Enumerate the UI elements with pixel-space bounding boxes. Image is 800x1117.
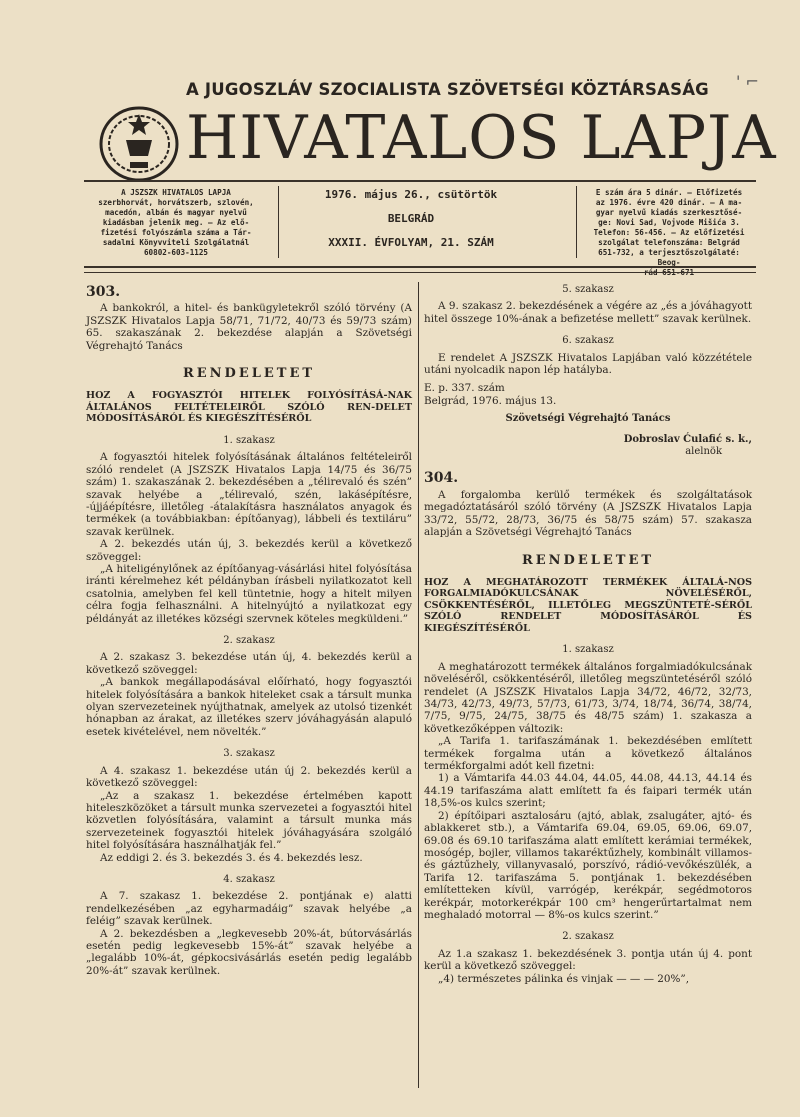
section-title: 2. szakasz bbox=[223, 635, 275, 647]
signer-name: Dobroslav Ćulafić s. k., bbox=[623, 433, 752, 445]
paragraph: Az 1.a szakasz 1. bekezdésének 3. pontja után új 4. pont kerül a következő szöveggel: bbox=[424, 947, 752, 973]
right-column bbox=[424, 284, 752, 985]
header-rule-top bbox=[84, 180, 756, 182]
paragraph: A 9. szakasz 2. bekezdésének a végére az „és a jóváhagyott hitel összege 10%-ának a befizetése mellett” szavak kerülnek. bbox=[424, 300, 752, 325]
header-left-line: sadalmi Könyvviteli Szolgálatnál bbox=[102, 238, 250, 247]
header-left-line: kiadásban jelenik meg. — Az elő- bbox=[102, 218, 250, 227]
header-right-line: az 1976. évre 420 dinár. — A ma- bbox=[595, 198, 743, 207]
paragraph: A fogyasztói hitelek folyósításának általános feltételeiről szóló rendelet (A JSZSZK Hivatalos Lapja 14/75 és 36/75 szám) 1. szakaszának 2. bekezdésében a „télirevaló és szén” szavak helyébe a „télirevaló, szén, lakásépítésre, -újjáépítésre, illetőleg -átalakításra használatos anyagok és termékek (a továbbiakban: építőanyag), lábbeli és textiláru” szavak kerülnek. bbox=[86, 451, 412, 538]
header-divider bbox=[576, 186, 577, 258]
paragraph: „A hiteligénylőnek az építőanyag-vásárlási hitel folyósítása iránti kérelmehez két példányban írásbeli nyilatkozatot kell csatolnia, amelyben fel kell tüntetnie, hogy a hitelt milyen célra fogja felhasználni. A hitelnyújtó a nyilatkozat egy példányát az illetékes községi szervnek köteles megküldeni.” bbox=[86, 563, 412, 625]
paragraph: A 2. szakasz 3. bekezdése után új, 4. bekezdés kerül a következő szöveggel: bbox=[86, 651, 412, 676]
header-right-line: E szám ára 5 dinár. — Előfizetés bbox=[595, 188, 743, 197]
masthead-title: HIVATALOS LAPJA bbox=[186, 103, 777, 173]
paragraph: „A bankok megállapodásával előírható, hogy fogyasztói hitelek folyósítására a bankok hiteleket csak a társult munka olyan szervezeteinek nyújthatnak, amelyek az utolsó tizenkét hónapban az árakat, az illetékes szerv jóváhagyásán alapuló esetek kivételével, nem növelték.” bbox=[86, 676, 412, 738]
paragraph: „A Tarifa 1. tarifaszámának 1. bekezdésében említett termékek forgalma után a következő általános termékforgalmi adót kell fizetni: bbox=[424, 735, 752, 773]
section-title: 5. szakasz bbox=[562, 284, 614, 295]
header-right-line: gyar nyelvű kiadás szerkesztősé- bbox=[595, 208, 743, 217]
paragraph: A 2. bekezdésben a „legkevesebb 20%-át, bútorvásárlás esetén pedig legkevesebb 15%-át” szavak helyébe a „legalább 10%-át, gépkocsivásárlás esetén pedig legalább 20%-át” szavak kerülnek. bbox=[86, 927, 412, 977]
section-title: 3. szakasz bbox=[223, 748, 275, 760]
masthead-supertitle: A JUGOSZLÁV SZOCIALISTA SZÖVETSÉGI KÖZTÁRSASÁG bbox=[186, 80, 709, 99]
signer-role: alelnök bbox=[685, 446, 722, 458]
header-right-line: Telefon: 56-456. — Az előfizetési bbox=[593, 228, 745, 237]
issue-info bbox=[286, 188, 536, 260]
paragraph: A 4. szakasz 1. bekezdése után új 2. bekezdés kerül a következő szöveggel: bbox=[86, 764, 412, 790]
section-title: 4. szakasz bbox=[223, 873, 275, 885]
paragraph: 2) építőipari asztalosáru (ajtó, ablak, zsalugáter, ajtó- és ablakkeret stb.), a Vámtarifa 69.04, 69.05, 69.06, 69.07, 69.08 és 69.10 tarifaszáma alatt említett kerámiai termékek, mosógép, bojler, villamos takaréktűzhely, kombinált villamos- és gáztűzhely, villanyvasaló, porszívó, rádió-vevőkészülék, a Tarifa 12. tarifaszáma 5. pontjának 1. bekezdésében említetteken kívül, varrógép, kerékpár, segédmotoros kerékpár, motorkerékpár 100 cm³ hengerűrtartalmat nem meghaladó motorral — 8%-os kulcs szerint.” bbox=[424, 809, 752, 921]
corner-mark: ' ⌐ bbox=[736, 72, 759, 91]
section-title: 1. szakasz bbox=[562, 644, 614, 656]
header-right-line: szolgálat telefonszáma: Belgrád bbox=[598, 238, 740, 247]
paragraph: „4) természetes pálinka és vinjak — — — 20%”, bbox=[438, 972, 690, 985]
header-left-line: szerbhorvát, horvátszerb, szlovén, bbox=[98, 198, 254, 207]
price-info bbox=[586, 188, 752, 278]
paragraph: Az eddigi 2. és 3. bekezdés 3. és 4. bekezdés lesz. bbox=[100, 851, 363, 864]
header-left-line: macedón, albán és magyar nyelvű bbox=[105, 208, 247, 217]
decree-subtitle: HOZ A MEGHATÁROZOTT TERMÉKEK ÁLTALÁ-NOS FORGALMIADÓKULCSÁNAK NÖVELÉSÉRŐL, CSÖKKENTÉSÉRŐL, ILLETŐLEG MEGSZÜNTETÉ-SÉRŐL SZÓLÓ RENDELET MÓDOSÍTÁSÁRÓL ÉS KIEGÉSZÍTÉSÉRŐL bbox=[424, 576, 752, 634]
reference-number: E. p. 337. szám bbox=[424, 382, 505, 395]
header-right-line: ge: Novi Sad, Vojvode Mišića 3. bbox=[598, 218, 740, 227]
header-right-line: rád 651-671 bbox=[643, 268, 695, 277]
issue-place: BELGRÁD bbox=[387, 212, 435, 225]
header-rule-bottom bbox=[84, 266, 756, 268]
reference-date: Belgrád, 1976. május 13. bbox=[424, 394, 557, 407]
paragraph: A meghatározott termékek általános forgalmiadókulcsának növeléséről, csökkentéséről, illetőleg megszüntetéséről szóló rendelet (A JSZSZK Hivatalos Lapja 34/72, 46/72, 32/73, 34/73, 42/73, 49/73, 57/73, 61/73, 3/74, 18/74, 36/74, 38/74, 7/75, 9/75, 24/75, 38/75 és 48/75 szám) 1. szakasza a következőképpen változik: bbox=[424, 660, 752, 735]
section-title: 6. szakasz bbox=[562, 335, 614, 347]
doc-number: 303. bbox=[86, 284, 121, 300]
header-left-line: A JSZSZK HIVATALOS LAPJA bbox=[121, 188, 231, 197]
issue-number: XXXII. ÉVFOLYAM, 21. SZÁM bbox=[328, 236, 494, 249]
decree-subtitle: HOZ A FOGYASZTÓI HITELEK FOLYÓSÍTÁSÁ-NAK ÁLTALÁNOS FELTÉTELEIRŐL SZÓLÓ REN-DELET MÓDOSÍTÁSÁRÓL ÉS KIEGÉSZÍTÉSÉRŐL bbox=[86, 390, 412, 425]
paragraph: „Az a szakasz 1. bekezdése értelmében kapott hiteleszközöket a társult munka szervezetei a fogyasztói hitel közvetlen folyósítására, valamint a társult munka más szervezeteinek fogyasztói hitelek jóváhagyására szolgáló hitel folyósítására használhatják fel.” bbox=[86, 789, 412, 852]
paragraph: A 2. bekezdés után új, 3. bekezdés kerül a következő szöveggel: bbox=[86, 538, 412, 563]
header-divider bbox=[278, 186, 279, 258]
doc-number: 304. bbox=[424, 470, 459, 487]
issue-date: 1976. május 26., csütörtök bbox=[324, 188, 498, 201]
header-rule-bottom-thin bbox=[84, 272, 756, 273]
column-divider bbox=[418, 282, 419, 1088]
coat-of-arms-icon bbox=[96, 100, 182, 184]
preamble: A forgalomba kerülő termékek és szolgáltatások megadóztatásáról szóló törvény (A JSZSZK Hivatalos Lapja 33/72, 55/72, 28/73, 36/75 és 58/75 szám) 57. szakasza alapján a Szövetségi Végrehajtó Tanács bbox=[424, 488, 752, 539]
preamble: A bankokról, a hitel- és bankügyletekről szóló törvény (A JSZSZK Hivatalos Lapja 58/71, 71/72, 40/73 és 59/73 szám) 65. szakaszának 2. bekezdése alapján a Szövetségi Végrehajtó Tanács bbox=[86, 302, 412, 352]
paragraph: A 7. szakasz 1. bekezdése 2. pontjának e) alatti rendelkezésében „az egyharmadáig” szavak helyébe „a feléig” szavak kerülnek. bbox=[86, 890, 412, 928]
subscription-info bbox=[86, 188, 266, 258]
section-title: 2. szakasz bbox=[562, 931, 614, 943]
left-column bbox=[86, 284, 412, 977]
rendelet-heading: RENDELETET bbox=[521, 552, 655, 568]
header-right-line: 651-732, a terjesztőszolgálaté: Beog- bbox=[598, 248, 740, 267]
council-signature: Szövetségi Végrehajtó Tanács bbox=[505, 413, 671, 425]
rendelet-heading: RENDELETET bbox=[182, 366, 316, 382]
header-left-line: fizetési folyószámla száma a Tár- bbox=[100, 228, 252, 237]
header-left-line: 60802-603-1125 bbox=[143, 248, 208, 257]
paragraph: 1) a Vámtarifa 44.03 44.04, 44.05, 44.08, 44.13, 44.14 és 44.19 tarifaszáma alatt említett fa és faipari termék után 18,5%-os kulcs szerint; bbox=[424, 772, 752, 810]
paragraph: E rendelet A JSZSZK Hivatalos Lapjában való közzététele utáni nyolcadik napon lép hatályba. bbox=[424, 351, 752, 377]
section-title: 1. szakasz bbox=[223, 434, 275, 446]
